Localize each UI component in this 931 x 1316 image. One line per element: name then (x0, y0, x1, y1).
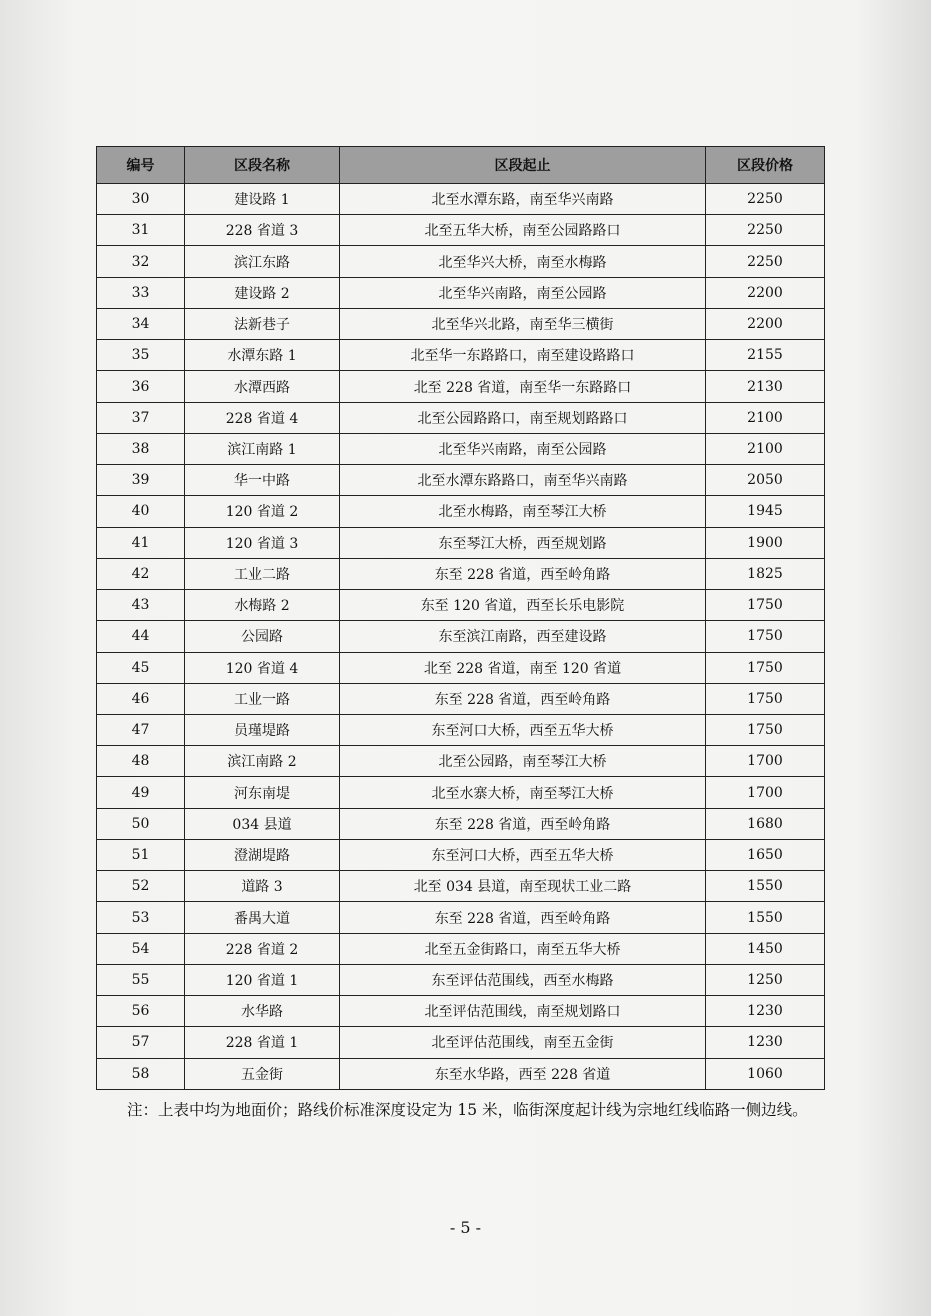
table-row (97, 527, 825, 558)
cell-section-price: 1750 (706, 683, 825, 714)
cell-number: 39 (97, 465, 185, 496)
table-row (97, 308, 825, 339)
cell-section-range: 北至水潭东路路口，南至华兴南路 (340, 465, 706, 496)
table-row (97, 964, 825, 995)
cell-number: 41 (97, 527, 185, 558)
cell-section-price: 1230 (706, 1027, 825, 1058)
cell-section-name: 228 省道 3 (185, 215, 340, 246)
cell-section-price: 1700 (706, 777, 825, 808)
cell-section-range: 北至评估范围线，南至规划路口 (340, 996, 706, 1027)
cell-section-price: 2200 (706, 277, 825, 308)
cell-section-range: 东至河口大桥，西至五华大桥 (340, 839, 706, 870)
cell-section-range: 东至琴江大桥，西至规划路 (340, 527, 706, 558)
cell-section-name: 道路 3 (185, 871, 340, 902)
table-row (97, 652, 825, 683)
table-row (97, 902, 825, 933)
cell-section-range: 北至五华大桥，南至公园路路口 (340, 215, 706, 246)
cell-section-price: 2200 (706, 308, 825, 339)
cell-section-price: 2100 (706, 402, 825, 433)
cell-section-price: 2155 (706, 340, 825, 371)
header-section-price: 区段价格 (706, 147, 825, 184)
cell-section-range: 北至水寨大桥，南至琴江大桥 (340, 777, 706, 808)
cell-number: 36 (97, 371, 185, 402)
cell-number: 31 (97, 215, 185, 246)
cell-section-range: 北至华兴南路，南至公园路 (340, 277, 706, 308)
cell-section-name: 华一中路 (185, 465, 340, 496)
cell-number: 51 (97, 839, 185, 870)
cell-section-name: 120 省道 3 (185, 527, 340, 558)
cell-section-range: 北至 034 县道，南至现状工业二路 (340, 871, 706, 902)
cell-section-price: 1250 (706, 964, 825, 995)
cell-section-name: 法新巷子 (185, 308, 340, 339)
table-row (97, 558, 825, 589)
cell-section-price: 1750 (706, 652, 825, 683)
cell-section-name: 公园路 (185, 621, 340, 652)
cell-section-range: 北至五金街路口，南至五华大桥 (340, 933, 706, 964)
cell-section-range: 北至华一东路路口，南至建设路路口 (340, 340, 706, 371)
table-header-row (97, 147, 825, 184)
table-note: 注：上表中均为地面价；路线价标准深度设定为 15 米，临街深度起计线为宗地红线临路一侧边线。 (127, 1101, 808, 1119)
cell-section-price: 1650 (706, 839, 825, 870)
table-row (97, 371, 825, 402)
cell-section-price: 1230 (706, 996, 825, 1027)
cell-section-price: 1900 (706, 527, 825, 558)
cell-section-name: 工业一路 (185, 683, 340, 714)
table-body (97, 184, 825, 1090)
cell-section-name: 滨江南路 1 (185, 433, 340, 464)
cell-section-price: 1750 (706, 621, 825, 652)
cell-number: 43 (97, 590, 185, 621)
table-row (97, 402, 825, 433)
cell-number: 30 (97, 184, 185, 215)
cell-number: 37 (97, 402, 185, 433)
cell-section-range: 北至水潭东路，南至华兴南路 (340, 184, 706, 215)
cell-number: 52 (97, 871, 185, 902)
cell-number: 53 (97, 902, 185, 933)
price-table (96, 146, 825, 1090)
table-row (97, 590, 825, 621)
table-row (97, 184, 825, 215)
cell-section-name: 水潭东路 1 (185, 340, 340, 371)
cell-section-range: 东至水华路，西至 228 省道 (340, 1058, 706, 1089)
cell-section-price: 1825 (706, 558, 825, 589)
table-row (97, 246, 825, 277)
cell-number: 46 (97, 683, 185, 714)
table-row (97, 1058, 825, 1089)
cell-number: 45 (97, 652, 185, 683)
cell-section-name: 水华路 (185, 996, 340, 1027)
cell-number: 55 (97, 964, 185, 995)
table-row (97, 215, 825, 246)
cell-section-range: 北至公园路路口，南至规划路路口 (340, 402, 706, 433)
cell-section-range: 东至 228 省道，西至岭角路 (340, 558, 706, 589)
cell-section-price: 2100 (706, 433, 825, 464)
cell-section-name: 228 省道 4 (185, 402, 340, 433)
cell-section-name: 滨江东路 (185, 246, 340, 277)
cell-section-price: 2130 (706, 371, 825, 402)
cell-number: 33 (97, 277, 185, 308)
table-row (97, 433, 825, 464)
table-row (97, 746, 825, 777)
cell-section-price: 1680 (706, 808, 825, 839)
cell-section-name: 五金街 (185, 1058, 340, 1089)
cell-section-price: 1450 (706, 933, 825, 964)
cell-section-name: 034 县道 (185, 808, 340, 839)
table-row (97, 683, 825, 714)
cell-section-name: 水潭西路 (185, 371, 340, 402)
cell-section-price: 2250 (706, 184, 825, 215)
cell-section-name: 滨江南路 2 (185, 746, 340, 777)
table-row (97, 714, 825, 745)
table-row (97, 933, 825, 964)
table-row (97, 277, 825, 308)
table-row (97, 1027, 825, 1058)
cell-section-range: 东至 228 省道，西至岭角路 (340, 683, 706, 714)
cell-section-range: 北至华兴北路，南至华三横街 (340, 308, 706, 339)
cell-section-range: 北至华兴大桥，南至水梅路 (340, 246, 706, 277)
cell-number: 44 (97, 621, 185, 652)
cell-number: 35 (97, 340, 185, 371)
cell-section-range: 东至 120 省道，西至长乐电影院 (340, 590, 706, 621)
table-row (97, 777, 825, 808)
cell-number: 57 (97, 1027, 185, 1058)
cell-section-range: 北至评估范围线，南至五金街 (340, 1027, 706, 1058)
table-row (97, 340, 825, 371)
table-row (97, 621, 825, 652)
cell-number: 48 (97, 746, 185, 777)
cell-section-range: 北至水梅路，南至琴江大桥 (340, 496, 706, 527)
cell-section-range: 东至河口大桥，西至五华大桥 (340, 714, 706, 745)
cell-section-range: 北至公园路，南至琴江大桥 (340, 746, 706, 777)
cell-number: 54 (97, 933, 185, 964)
table-row (97, 839, 825, 870)
cell-section-range: 东至 228 省道，西至岭角路 (340, 902, 706, 933)
cell-section-price: 1750 (706, 590, 825, 621)
cell-section-price: 2250 (706, 215, 825, 246)
header-number: 编号 (97, 147, 185, 184)
cell-section-name: 建设路 2 (185, 277, 340, 308)
table-row (97, 871, 825, 902)
table-row (97, 808, 825, 839)
header-section-range: 区段起止 (340, 147, 706, 184)
cell-section-name: 澄湖堤路 (185, 839, 340, 870)
cell-number: 50 (97, 808, 185, 839)
cell-section-name: 工业二路 (185, 558, 340, 589)
cell-number: 49 (97, 777, 185, 808)
cell-number: 56 (97, 996, 185, 1027)
cell-section-name: 河东南堤 (185, 777, 340, 808)
cell-section-range: 东至 228 省道，西至岭角路 (340, 808, 706, 839)
cell-section-range: 北至 228 省道，南至 120 省道 (340, 652, 706, 683)
cell-section-price: 2050 (706, 465, 825, 496)
cell-number: 42 (97, 558, 185, 589)
cell-section-range: 北至华兴南路，南至公园路 (340, 433, 706, 464)
cell-section-name: 120 省道 1 (185, 964, 340, 995)
cell-number: 58 (97, 1058, 185, 1089)
cell-section-price: 1945 (706, 496, 825, 527)
cell-number: 40 (97, 496, 185, 527)
cell-section-name: 120 省道 4 (185, 652, 340, 683)
cell-section-price: 1060 (706, 1058, 825, 1089)
cell-section-range: 东至滨江南路，西至建设路 (340, 621, 706, 652)
cell-number: 38 (97, 433, 185, 464)
cell-section-range: 北至 228 省道，南至华一东路路口 (340, 371, 706, 402)
cell-number: 32 (97, 246, 185, 277)
cell-section-price: 2250 (706, 246, 825, 277)
cell-section-name: 建设路 1 (185, 184, 340, 215)
cell-section-name: 120 省道 2 (185, 496, 340, 527)
cell-section-price: 1750 (706, 714, 825, 745)
cell-section-price: 1550 (706, 902, 825, 933)
table-row (97, 496, 825, 527)
cell-section-name: 228 省道 1 (185, 1027, 340, 1058)
table-row (97, 996, 825, 1027)
cell-section-price: 1550 (706, 871, 825, 902)
cell-section-name: 228 省道 2 (185, 933, 340, 964)
header-section-name: 区段名称 (185, 147, 340, 184)
cell-number: 34 (97, 308, 185, 339)
cell-section-range: 东至评估范围线，西至水梅路 (340, 964, 706, 995)
page-number: - 5 - (449, 1218, 482, 1237)
table-row (97, 465, 825, 496)
cell-section-name: 员瑾堤路 (185, 714, 340, 745)
cell-section-name: 番禺大道 (185, 902, 340, 933)
cell-section-price: 1700 (706, 746, 825, 777)
cell-number: 47 (97, 714, 185, 745)
cell-section-name: 水梅路 2 (185, 590, 340, 621)
